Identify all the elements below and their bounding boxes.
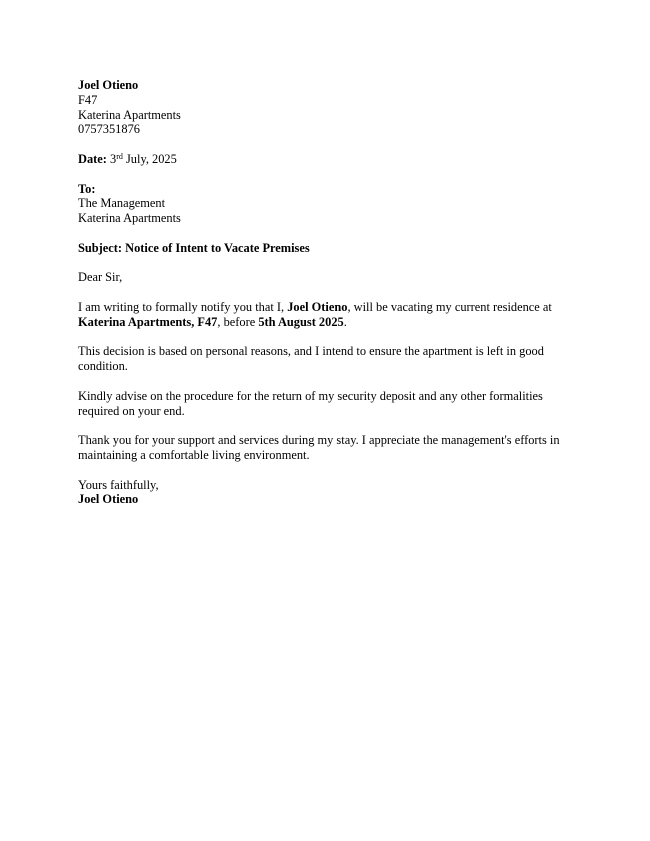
paragraph-3 [78,389,598,419]
paragraph-1 [78,300,598,330]
p1-text-b: , will be vacating my current residence at [347,299,552,314]
paragraph-2-line-1: This decision is based on personal reasons, and I intend to ensure the apartment is left in good [78,344,544,359]
paragraph-1-line-2 [78,315,598,330]
date-block [78,152,598,167]
paragraph-4 [78,433,598,463]
closing-block [78,478,598,508]
sender-name: Joel Otieno [78,78,139,92]
paragraph-4-line-1: Thank you for your support and services during my stay. I appreciate the management's efforts in [78,433,560,448]
recipient-line1: The Management [78,196,166,211]
date-day: 3 [110,151,117,166]
paragraph-2-line-2: condition. [78,359,128,374]
p1-place: Katerina Apartments, F47 [78,314,218,329]
recipient-line2: Katerina Apartments [78,211,181,226]
p1-text-c: , before [217,314,259,329]
salutation-block [78,270,598,285]
paragraph-1-line-1 [78,300,598,315]
sender-phone: 0757351876 [78,122,140,137]
subject-line: Subject: Notice of Intent to Vacate Premises [78,240,310,255]
salutation: Dear Sir, [78,270,123,285]
date-label: Date: [78,151,107,166]
signatory-name: Joel Otieno [78,492,139,507]
paragraph-4-line-2: maintaining a comfortable living environment. [78,447,310,462]
p1-text-a: I am writing to formally notify you that I, [78,299,288,314]
valediction: Yours faithfully, [78,477,159,492]
sender-unit: F47 [78,92,98,107]
paragraph-3-line-2: required on your end. [78,403,185,418]
sender-block [78,78,598,137]
paragraph-3-line-1: Kindly advise on the procedure for the return of my security deposit and any other formalities [78,388,543,403]
letter-body [78,78,598,507]
recipient-label: To: [78,181,96,196]
date-rest: July, 2025 [122,151,177,166]
paragraph-2 [78,344,598,374]
p1-text-d: . [343,314,347,329]
date-line [78,152,598,167]
date-suffix: rd [116,151,123,161]
p1-date: 5th August 2025 [258,314,344,329]
sender-building: Katerina Apartments [78,107,181,122]
subject-block [78,241,598,256]
recipient-block [78,182,598,226]
p1-name: Joel Otieno [287,299,348,314]
